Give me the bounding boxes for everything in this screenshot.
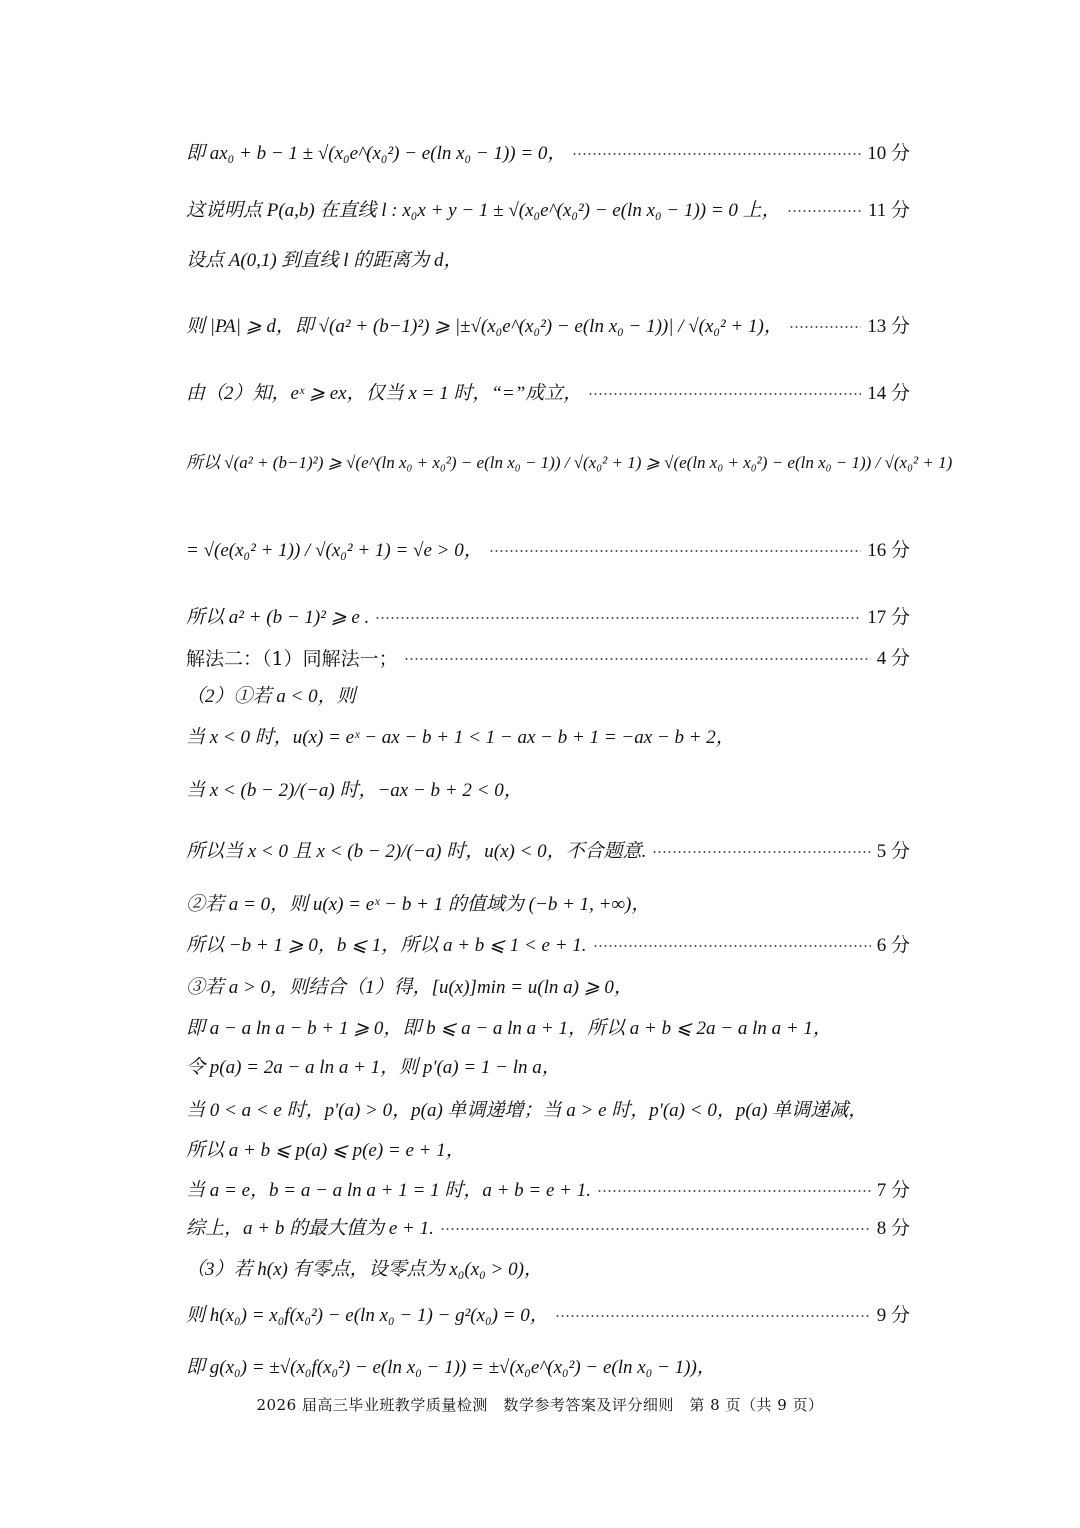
line-content: 所以 √(a² + (b−1)²) ⩾ √(e^(ln x₀ + x₀²) − e(ln x₀ − 1)) / √(x₀² + 1) ⩾ √(e(ln x₀ + x₀²) − e(ln x₀ − 1)) / √(x₀² + 1) <box>186 453 953 472</box>
dot-leader <box>440 1228 871 1230</box>
line-content: （2）①若 a < 0，则 <box>186 686 356 707</box>
solution-line-16 <box>186 538 910 564</box>
solution-line-13 <box>186 314 910 340</box>
dot-leader <box>375 617 861 619</box>
score-label: 8 分 <box>876 1218 910 1239</box>
line-content: = √(e(x₀² + 1)) / √(x₀² + 1) = √e > 0， <box>186 540 483 561</box>
line-content: 由（2）知，eˣ ⩾ ex，仅当 x = 1 时，“=”成立， <box>186 383 583 404</box>
score-label: 14 分 <box>867 383 910 404</box>
score-label: 16 分 <box>867 540 910 561</box>
score-label: 4 分 <box>876 648 910 669</box>
dot-leader <box>489 550 862 552</box>
score-label: 13 分 <box>867 316 910 337</box>
line-content: 所以 −b + 1 ⩾ 0，b ⩽ 1，所以 a + b ⩽ 1 < e + 1. <box>186 935 587 956</box>
score-label: 10 分 <box>867 143 910 164</box>
line-content: 即 a − a ln a − b + 1 ⩾ 0，即 b ⩽ a − a ln a + 1，所以 a + b ⩽ 2a − a ln a + 1， <box>186 1018 832 1039</box>
dot-leader <box>789 326 861 328</box>
line-content: 即 g(x₀) = ±√(x₀f(x₀²) − e(ln x₀ − 1)) = ±√(x₀e^(x₀²) − e(ln x₀ − 1))， <box>186 1357 716 1378</box>
dot-leader <box>652 851 870 853</box>
score-label: 5 分 <box>876 841 910 862</box>
line-content: 当 x < 0 时，u(x) = eˣ − ax − b + 1 < 1 − ax − b + 1 = −ax − b + 2， <box>186 727 735 748</box>
line-content: 设点 A(0,1) 到直线 l 的距离为 d， <box>186 250 463 271</box>
solution-line <box>186 778 910 804</box>
solution-line <box>186 975 910 1001</box>
score-label: 7 分 <box>876 1180 910 1201</box>
line-content: （3）若 h(x) 有零点，设零点为 x₀(x₀ > 0)， <box>186 1259 543 1280</box>
dot-leader <box>588 393 861 395</box>
score-label: 9 分 <box>876 1305 910 1326</box>
line-content: 所以 a + b ⩽ p(a) ⩽ p(e) = e + 1， <box>186 1140 465 1161</box>
solution-line <box>186 248 910 274</box>
solution-line-17 <box>186 605 910 631</box>
line-content: ②若 a = 0，则 u(x) = eˣ − b + 1 的值域为 (−b + 1, +∞)， <box>186 894 651 915</box>
solution-line <box>186 1016 910 1042</box>
solution-line <box>186 1355 910 1381</box>
line-content: 所以当 x < 0 且 x < (b − 2)/(−a) 时，u(x) < 0，不合题意. <box>186 841 647 862</box>
solution-line-7 <box>186 1178 910 1204</box>
solution-line-14 <box>186 381 910 407</box>
solution-line-6 <box>186 933 910 959</box>
dot-leader <box>787 210 862 212</box>
solution-line <box>186 892 910 918</box>
dot-leader <box>597 1190 871 1192</box>
solution-line-5 <box>186 839 910 865</box>
line-content: 则 h(x₀) = x₀f(x₀²) − e(ln x₀ − 1) − g²(x₀) = 0， <box>186 1305 549 1326</box>
solution-line-11 <box>186 198 910 224</box>
solution-line-4 <box>186 646 910 672</box>
line-content: 则 |PA| ⩾ d，即 √(a² + (b−1)²) ⩾ |±√(x₀e^(x₀²) − e(ln x₀ − 1))| / √(x₀² + 1)， <box>186 316 783 337</box>
dot-leader <box>593 945 871 947</box>
line-content: 当 a = e，b = a − a ln a + 1 = 1 时，a + b = e + 1. <box>186 1180 591 1201</box>
line-content: 这说明点 P(a,b) 在直线 l : x₀x + y − 1 ± √(x₀e^(x₀²) − e(ln x₀ − 1)) = 0 上， <box>186 200 781 221</box>
score-label: 11 分 <box>867 200 910 221</box>
solution-line-9 <box>186 1303 910 1329</box>
solution-line-10 <box>186 141 910 167</box>
solution-line <box>186 450 953 476</box>
solution-line-8 <box>186 1216 910 1242</box>
line-content: 解法二：（1）同解法一； <box>186 648 398 670</box>
score-label: 17 分 <box>867 607 910 628</box>
line-content: 当 x < (b − 2)/(−a) 时，−ax − b + 2 < 0， <box>186 780 523 801</box>
line-content: 当 0 < a < e 时，p'(a) > 0，p(a) 单调递增；当 a > e 时，p'(a) < 0，p(a) 单调递减， <box>186 1100 868 1121</box>
score-label: 6 分 <box>876 935 910 956</box>
solution-line <box>186 1138 910 1164</box>
solution-line <box>186 1257 910 1283</box>
solution-line <box>186 684 910 710</box>
line-content: 即 ax₀ + b − 1 ± √(x₀e^(x₀²) − e(ln x₀ − 1)) = 0， <box>186 143 567 164</box>
dot-leader <box>404 658 871 660</box>
line-content: ③若 a > 0，则结合（1）得，[u(x)]min = u(ln a) ⩾ 0， <box>186 977 633 998</box>
line-content: 综上，a + b 的最大值为 e + 1. <box>186 1218 434 1239</box>
dot-leader <box>555 1315 871 1317</box>
page-footer: 2026 届高三毕业班教学质量检测 数学参考答案及评分细则 第 8 页（共 9 页） <box>256 1396 824 1414</box>
line-content: 所以 a² + (b − 1)² ⩾ e . <box>186 607 370 628</box>
line-content: 令 p(a) = 2a − a ln a + 1，则 p'(a) = 1 − ln a， <box>186 1057 561 1078</box>
solution-line <box>186 1055 910 1081</box>
dot-leader <box>572 153 861 155</box>
solution-line <box>186 1098 910 1124</box>
solution-line <box>186 725 910 751</box>
